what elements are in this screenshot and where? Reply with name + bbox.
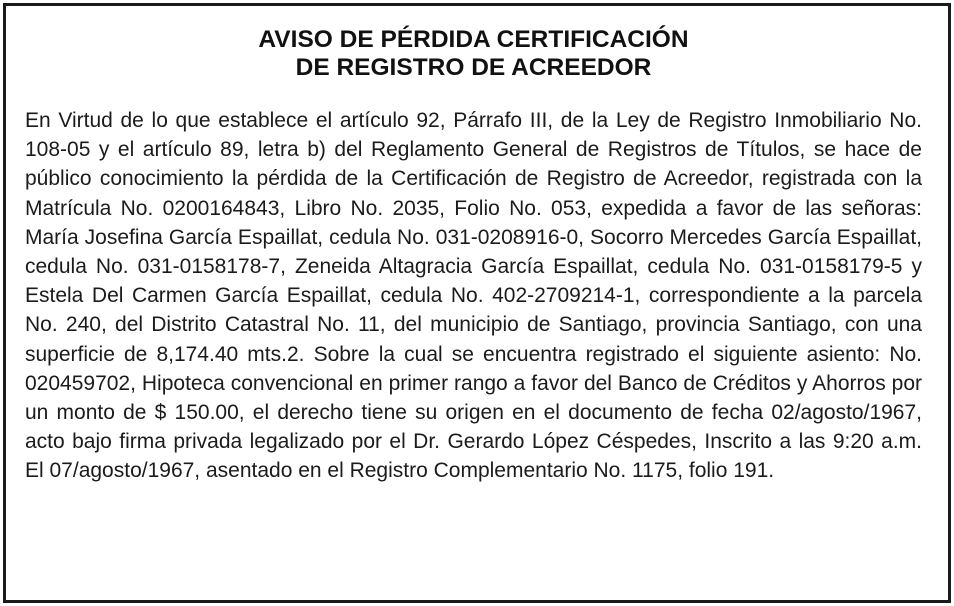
notice-title bbox=[25, 26, 922, 82]
notice-box bbox=[3, 3, 951, 603]
notice-body: En Virtud de lo que establece el artículo 92, Párrafo III, de la Ley de Registro Inmobiliario No. 108-05 y el artículo 89, letra b) del Reglamento General de Registros de Títulos, se hace de público conocimiento la pérdida de la Certificación de Registro de Acreedor, registrada con la Matrícula No. 0200164843, Libro No. 2035, Folio No. 053, expedida a favor de las señoras: María Josefina García Espaillat, cedula No. 031-0208916-0, Socorro Mercedes García Espaillat, cedula No. 031-0158178-7, Zeneida Altagracia García Espaillat, cedula No. 031-0158179-5 y Estela Del Carmen García Espaillat, cedula No. 402-2709214-1, correspondiente a la parcela No. 240, del Distrito Catastral No. 11, del municipio de Santiago, provincia Santiago, con una superficie de 8,174.40 mts.2. Sobre la cual se encuentra registrado el siguiente asiento: No. 020459702, Hipoteca convencional en primer rango a favor del Banco de Créditos y Ahorros por un monto de $ 150.00, el derecho tiene su origen en el documento de fecha 02/agosto/1967, acto bajo firma privada legalizado por el Dr. Gerardo López Céspedes, Inscrito a las 9:20 a.m. El 07/agosto/1967, asentado en el Registro Complementario No. 1175, folio 191. bbox=[25, 109, 922, 483]
notice-title-line-1: AVISO DE PÉRDIDA CERTIFICACIÓN bbox=[258, 26, 689, 53]
notice-title-line-2: DE REGISTRO DE ACREEDOR bbox=[295, 54, 652, 81]
